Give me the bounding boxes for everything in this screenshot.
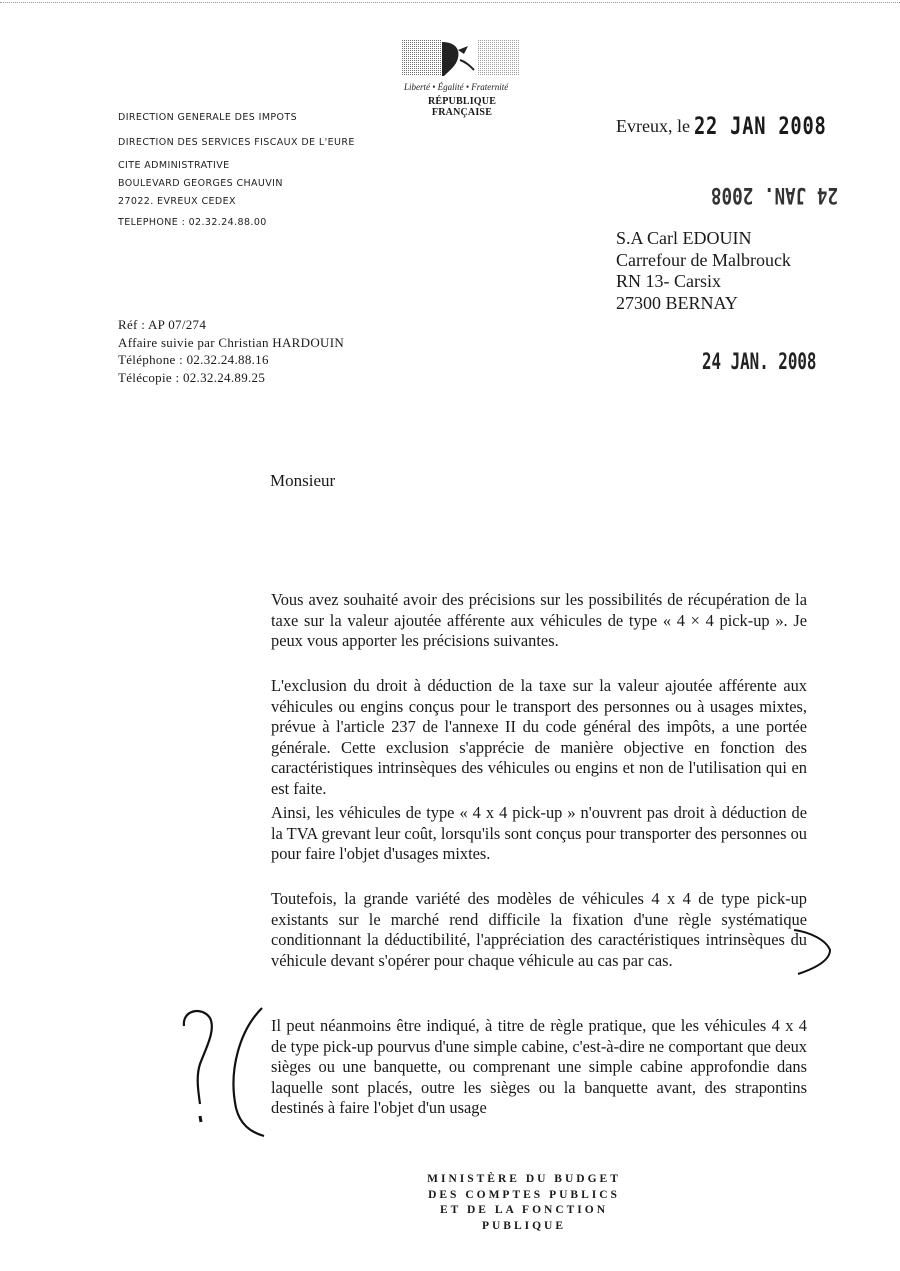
reference-block: [118, 316, 344, 386]
sender-line: DIRECTION DES SERVICES FISCAUX DE L'EURE: [118, 137, 355, 148]
salutation: Monsieur: [270, 471, 336, 490]
body-paragraph: Ainsi, les véhicules de type « 4 x 4 pick-up » n'ouvrent pas droit à déduction de la TVA grevant leur coût, lorsqu'ils sont conçus pour transporter des personnes ou pour faire l'objet d'usages mixtes.: [271, 803, 807, 863]
date-prefix: Evreux, le: [616, 116, 690, 136]
recipient-address: [616, 228, 791, 314]
footer-line: DES COMPTES PUBLICS: [428, 1188, 620, 1201]
sender-line: TELEPHONE : 02.32.24.88.00: [118, 217, 267, 228]
recipient-line: S.A Carl EDOUIN: [616, 228, 752, 248]
body-paragraph: Vous avez souhaité avoir des précisions sur les possibilités de récupération de la taxe sur la valeur ajoutée afférente aux véhicules de type « 4 × 4 pick-up ». Je peux vous apporter les précisions suivantes.: [271, 590, 807, 650]
ministry-footer: [416, 1172, 632, 1234]
date-stamp: 22 JAN 2008: [694, 112, 828, 140]
sender-line: DIRECTION GENERALE DES IMPOTS: [118, 112, 298, 123]
reference-line: Télécopie : 02.32.24.89.25: [118, 369, 266, 385]
footer-line: MINISTÈRE DU BUDGET: [427, 1173, 621, 1185]
body-paragraph: Toutefois, la grande variété des modèles de véhicules 4 x 4 de type pick-up existants sur le marché rend difficile la fixation d'une règle systématique conditionnant la déductibilité, l'appréciation des caractéristiques intrinsèques du véhicule devant s'opérer pour chaque véhicule au cas par cas.: [271, 889, 807, 970]
republic-logo: [398, 36, 526, 118]
handwritten-bracket-icon: [790, 920, 840, 980]
received-stamp-mirrored: 24 JAN. 2008: [710, 182, 839, 207]
sender-line: CITE ADMINISTRATIVE: [118, 160, 230, 171]
marianne-logo-icon: [398, 36, 526, 82]
body-paragraph: L'exclusion du droit à déduction de la taxe sur la valeur ajoutée afférente aux véhicules ou engins conçus pour le transport des personnes ou à usages mixtes, prévue à l'article 237 de l'annexe II du code général des impôts, a une portée générale. Cette exclusion s'apprécie de manière objective en fonction des caractéristiques intrinsèques des véhicules ou engins et non de l'utilisation qui en est faite.: [271, 676, 807, 798]
reference-line: Affaire suivie par Christian HARDOUIN: [118, 334, 345, 350]
scan-edge: [0, 2, 900, 3]
republic-name: RÉPUBLIQUE FRANÇAISE: [427, 96, 497, 118]
received-stamp: 24 JAN. 2008: [702, 350, 817, 375]
date-line: [616, 110, 864, 138]
republic-motto: Liberté • Égalité • Fraternité: [404, 82, 509, 92]
reference-line: Réf : AP 07/274: [118, 317, 207, 332]
sender-line: BOULEVARD GEORGES CHAUVIN: [118, 178, 283, 189]
reference-line: Téléphone : 02.32.24.88.16: [118, 352, 269, 367]
sender-line: 27022. EVREUX CEDEX: [118, 196, 236, 207]
recipient-line: RN 13- Carsix: [616, 271, 721, 291]
recipient-line: 27300 BERNAY: [616, 292, 738, 313]
handwritten-question-mark-icon: [170, 1000, 280, 1140]
recipient-line: Carrefour de Malbrouck: [616, 249, 791, 270]
body-paragraph: Il peut néanmoins être indiqué, à titre de règle pratique, que les véhicules 4 x 4 de type pick-up pourvus d'une simple cabine, c'est-à-dire ne comportant que deux sièges ou une banquette, ou comprenant une simple cabine approfondie dans laquelle sont placés, outre les sièges ou la banquette avant, des strapontins destinés à faire l'objet d'un usage: [271, 1016, 807, 1117]
footer-line: ET DE LA FONCTION PUBLIQUE: [439, 1204, 609, 1232]
